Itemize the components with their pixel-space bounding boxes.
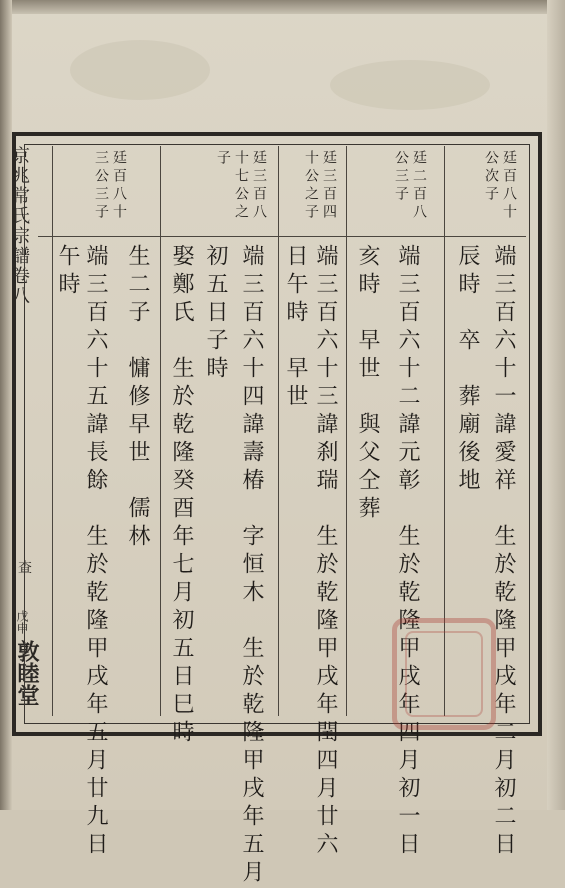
entry-line: 午時 [55,244,80,300]
entry-line: 亥時 早世 與父仝葬 [355,244,380,524]
entry-line: 辰時 卒 葬廟後地 [455,244,480,496]
entry-line: 端三百六十三諱刹瑞 生於乾隆甲戌年閏四月廿六 [313,244,338,860]
spine-page-number: 查 [16,560,32,574]
entry-line: 生二子 慵修早世 儒林 [125,244,150,552]
father-note: 十七公之 [233,150,249,222]
column-rule [52,146,53,716]
column-rule [346,146,347,716]
father-note: 廷百八十 [111,150,127,222]
father-note: 十公之子 [303,150,319,222]
entry-line: 端三百六十四諱壽椿 字恒木 生於乾隆甲戌年五月 [239,244,264,888]
column-rule [160,146,161,716]
paper-stain [330,60,490,110]
page-right-edge [547,0,565,810]
entry-line: 端三百六十二諱元彰 生於乾隆甲戌年四月初一日 [395,244,420,860]
entry-line: 端三百六十一諱愛祥 生於乾隆甲戌年二月初二日 [491,244,516,860]
spine-year: 戊申 [15,610,29,634]
father-note: 公三子 [393,150,409,204]
header-rule [38,236,526,237]
column-rule [278,146,279,716]
father-note: 廷百八十 [501,150,517,222]
collector-seal-inner [405,631,483,717]
father-note: 廷二百八 [411,150,427,222]
father-note: 公次子 [483,150,499,204]
entry-line: 端三百六十五諱長餘 生於乾隆甲戌年五月廿九日 [83,244,108,860]
father-note: 子 [215,150,231,168]
spine-hall-name: 敦睦堂 [14,640,40,706]
spine-title: 京兆常氏宗譜卷八 [9,146,30,306]
entry-line: 日午時 早世 [283,244,308,412]
page-left-edge [0,0,12,810]
collector-seal [392,618,496,730]
entry-line: 初五日子時 [203,244,228,384]
father-note: 三公三子 [93,150,109,222]
entry-line: 娶鄭氏 生於乾隆癸酉年七月初五日巳時 [169,244,194,748]
paper-stain [70,40,210,100]
father-note: 廷三百四 [321,150,337,222]
father-note: 廷三百八 [251,150,267,222]
page-top-edge [0,0,565,14]
